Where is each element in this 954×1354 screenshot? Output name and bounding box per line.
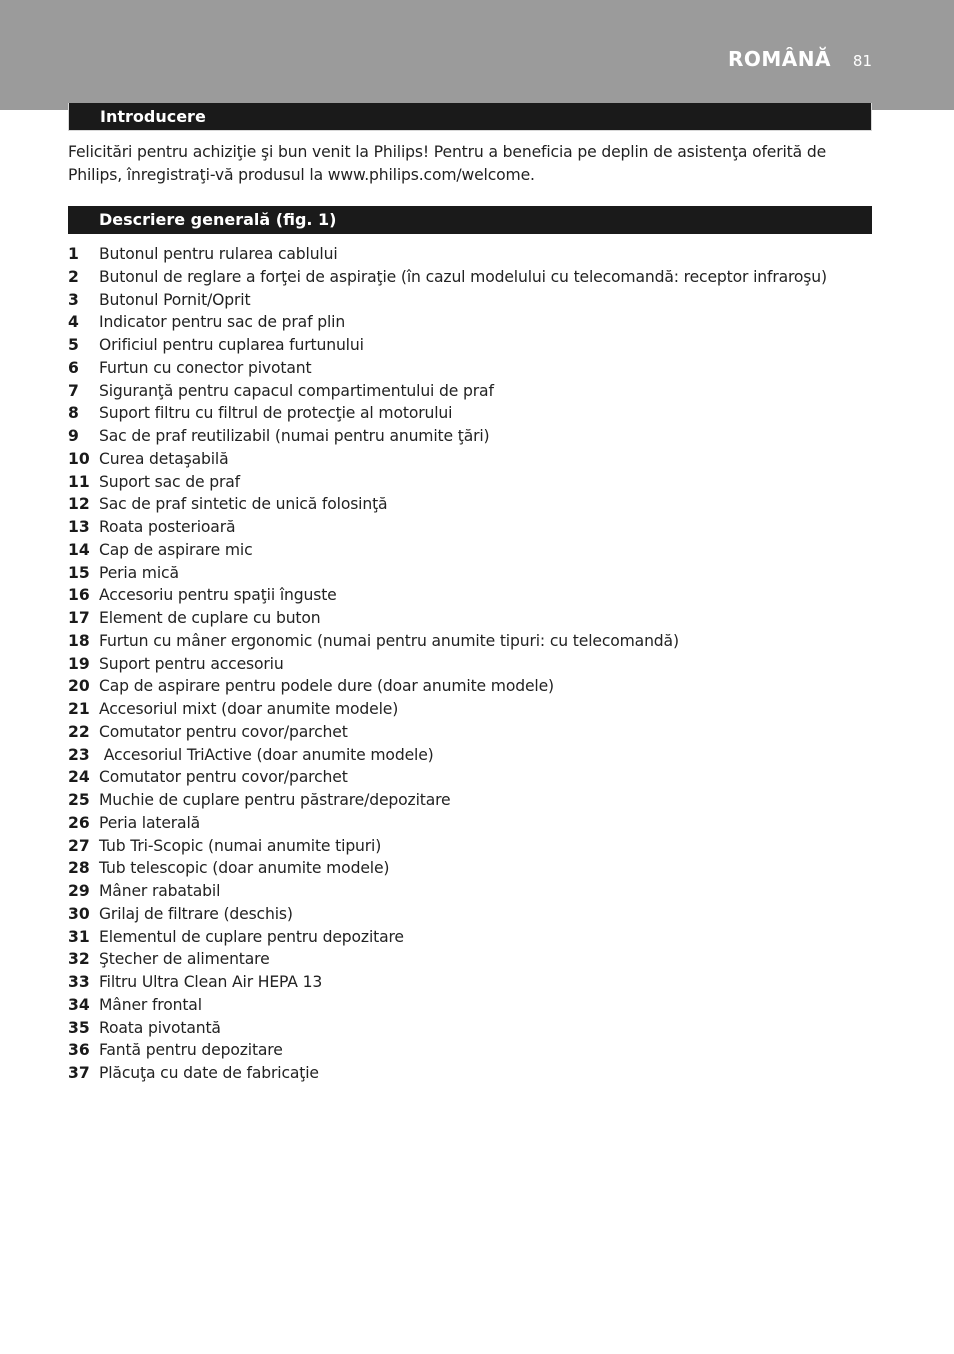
item-number: 21 [68,700,90,718]
list-item [68,857,827,880]
item-number: 30 [68,904,90,923]
item-number: 26 [68,813,90,832]
list-item [68,926,827,949]
list-item [68,994,827,1017]
item-label: Fantă pentru depozitare [99,1041,283,1060]
item-label: Accesoriu pentru spaţii înguste [99,586,337,605]
list-item [68,425,827,448]
item-number: 4 [68,313,79,332]
list-item [68,539,827,562]
item-number: 6 [68,358,79,377]
section-title-general-description: Descriere generală (fig. 1) [99,210,337,229]
item-number: 22 [68,722,90,741]
item-label: Accesoriul mixt (doar anumite modele) [99,700,399,718]
list-item [68,584,827,607]
list-item [68,789,827,812]
list-item [68,516,827,539]
item-number: 25 [68,791,90,809]
item-label: Mâner rabatabil [99,882,221,900]
list-item [68,607,827,630]
list-item [68,766,827,789]
parts-list [68,243,827,1085]
list-item [68,357,827,380]
list-item [68,653,827,676]
list-item [68,812,827,835]
item-number: 7 [68,381,79,400]
item-number: 16 [68,586,90,605]
item-number: 1 [68,245,79,263]
list-item [68,744,827,767]
item-number: 12 [68,495,90,514]
item-number: 37 [68,1064,90,1082]
list-item [68,243,827,266]
item-label: Cap de aspirare pentru podele dure (doar anumite modele) [99,677,554,696]
item-label: Roata pivotantă [99,1018,221,1037]
item-label: Cap de aspirare mic [99,540,253,559]
item-label: Furtun cu conector pivotant [99,358,312,377]
item-label: Plăcuţa cu date de fabricaţie [99,1064,319,1082]
item-number: 32 [68,950,90,969]
item-label: Element de cuplare cu buton [99,609,321,627]
list-item [68,380,827,403]
list-item [68,835,827,858]
item-label: Butonul pentru rularea cablului [99,245,338,263]
item-number: 35 [68,1018,90,1037]
item-label: Filtru Ultra Clean Air HEPA 13 [99,973,323,991]
list-item [68,698,827,721]
item-number: 29 [68,882,90,900]
item-label: Peria laterală [99,813,201,832]
item-number: 18 [68,631,90,650]
list-item [68,1039,827,1062]
item-label: Elementul de cuplare pentru depozitare [99,927,404,946]
item-label: Accesoriul TriActive (doar anumite modele) [99,745,434,764]
item-label: Grilaj de filtrare (deschis) [99,904,293,923]
list-item [68,903,827,926]
item-number: 15 [68,563,90,582]
item-number: 20 [68,677,90,696]
item-number: 8 [68,404,79,423]
introduction-paragraph: Felicitări pentru achiziţie şi bun venit la Philips! Pentru a beneficia pe deplin de asistenţa oferită de Philips, înregistraţi-vă produsul la www.philips.com/welcome. [68,143,827,184]
item-label: Tub telescopic (doar anumite modele) [99,859,390,878]
list-item [68,675,827,698]
item-number: 17 [68,609,90,627]
list-item [68,1017,827,1040]
item-number: 9 [68,427,79,445]
item-label: Roata posterioară [99,518,236,536]
list-item [68,721,827,744]
list-item [68,630,827,653]
list-item [68,334,827,357]
item-label: Suport pentru accesoriu [99,654,284,673]
item-label: Comutator pentru covor/parchet [99,768,348,787]
item-label: Muchie de cuplare pentru păstrare/depozitare [99,791,451,809]
item-number: 11 [68,472,90,491]
item-label: Comutator pentru covor/parchet [99,722,348,741]
item-label: Indicator pentru sac de praf plin [99,313,346,332]
item-label: Furtun cu mâner ergonomic (numai pentru anumite tipuri: cu telecomandă) [99,631,679,650]
page-number: 81 [852,52,872,70]
item-number: 31 [68,927,90,946]
item-label: Suport filtru cu filtrul de protecţie al motorului [99,404,453,423]
item-label: Orificiul pentru cuplarea furtunului [99,336,364,354]
list-item [68,289,827,312]
item-number: 5 [68,336,79,354]
item-number: 2 [68,267,79,286]
list-item [68,402,827,425]
list-item [68,311,827,334]
list-item [68,493,827,516]
item-label: Sac de praf reutilizabil (numai pentru anumite ţări) [99,427,490,445]
item-label: Tub Tri-Scopic (numai anumite tipuri) [99,836,382,855]
item-number: 13 [68,518,90,536]
list-item [68,266,827,289]
item-number: 34 [68,995,90,1014]
section-title-introduction: Introducere [100,107,206,126]
list-item [68,471,827,494]
item-label: Suport sac de praf [99,472,241,491]
section-header-general-description [68,206,872,234]
item-number: 24 [68,768,90,787]
item-label: Siguranţă pentru capacul compartimentului de praf [99,381,494,400]
language-title: ROMÂNĂ [728,47,831,71]
item-label: Butonul Pornit/Oprit [99,290,251,309]
list-item [68,880,827,903]
list-item [68,971,827,994]
item-label: Butonul de reglare a forţei de aspiraţie (în cazul modelului cu telecomandă: receptor infraroşu) [99,267,827,286]
item-number: 27 [68,836,90,855]
item-label: Ştecher de alimentare [99,950,270,969]
section-header-introduction [68,103,872,131]
item-label: Mâner frontal [99,995,202,1014]
item-label: Sac de praf sintetic de unică folosinţă [99,495,388,514]
item-label: Curea detaşabilă [99,449,229,468]
item-number: 36 [68,1041,90,1060]
item-number: 10 [68,449,90,468]
list-item [68,948,827,971]
list-item [68,448,827,471]
list-item [68,562,827,585]
list-item [68,1062,827,1085]
item-number: 14 [68,540,90,559]
item-number: 19 [68,654,90,673]
item-number: 3 [68,290,79,309]
item-number: 33 [68,973,90,991]
item-number: 23 [68,745,90,764]
item-label: Peria mică [99,563,179,582]
item-number: 28 [68,859,90,878]
